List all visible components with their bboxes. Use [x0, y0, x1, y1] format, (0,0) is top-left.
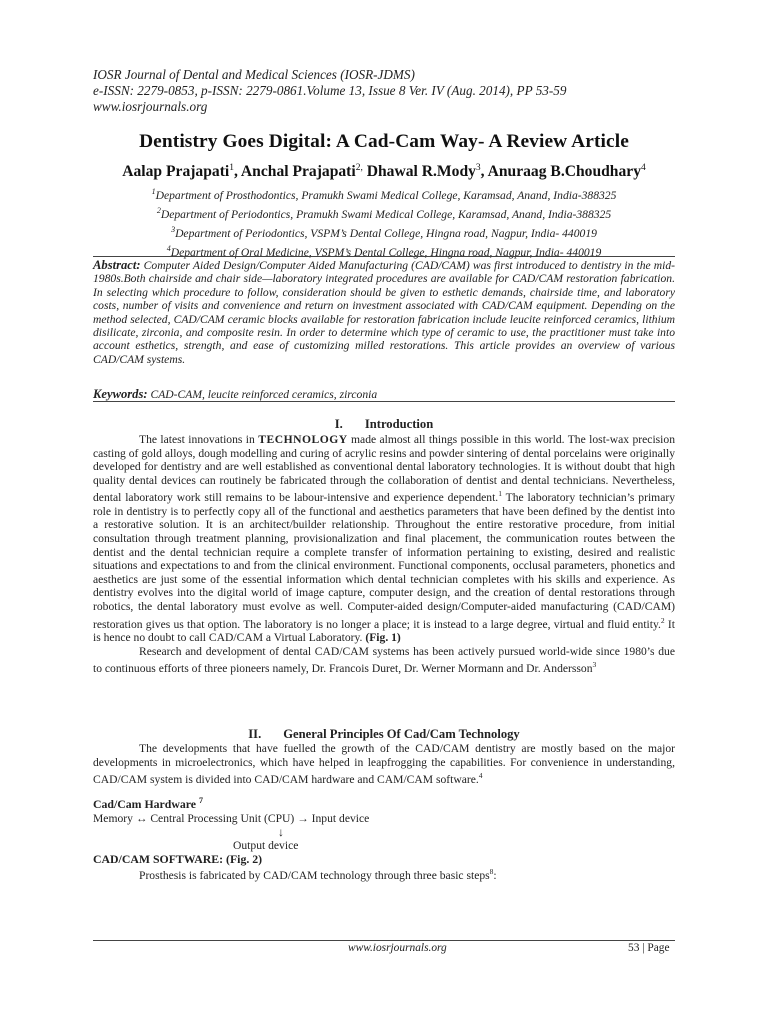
- section-1-title: Introduction: [364, 417, 434, 431]
- section-2-paragraph-1: [93, 742, 675, 787]
- journal-name: IOSR Journal of Dental and Medical Sciences (IOSR-JDMS): [93, 67, 415, 82]
- hardware-heading-text: Cad/Cam Hardware: [93, 796, 199, 811]
- p1-part-b: made almost all things possible in this world. The lost-wax precision casting of gold alloys, dough modelling and curing of acrylic resins and powder sintering of dental porcelains were originally developed for dentistry and are well established as conventional dental laboratory technologies. It is without doubt that high quality dental devices can routinely be fabricated through the collaboration of dentist and dental technicians. Nevertheless, dental laboratory work still remains to be labour-intensive and experience dependent.: [93, 433, 675, 505]
- output-device-label: Output device: [233, 839, 299, 852]
- keywords-text: CAD-CAM, leucite reinforced ceramics, zirconia: [150, 388, 378, 401]
- p2-text: Research and development of dental CAD/CAM systems has been actively pursued world-wide since 1980’s due to continuous efforts of three pioneers namely, Dr. Francois Duret, Dr. Werner Mormann and Dr. Andersson: [93, 644, 675, 676]
- section-2-number: II.: [248, 727, 262, 741]
- section-2-body: [93, 742, 675, 787]
- affiliation-4-text: Department of Oral Medicine, VSPM’s Dental College, Hingna road, Nagpur, India- 440019: [170, 245, 602, 259]
- section-1-paragraph-2: [93, 645, 675, 676]
- p1-technology: TECHNOLOGY: [258, 433, 348, 446]
- author-4-sup: 4: [641, 163, 646, 173]
- keywords-label: Keywords:: [93, 387, 148, 401]
- hardware-heading: [93, 796, 203, 812]
- affiliations: [0, 184, 768, 259]
- affiliation-3: [0, 222, 768, 241]
- abstract: [93, 259, 675, 366]
- p1-part-a: The latest innovations in: [139, 433, 259, 446]
- affiliation-3-sup: 3: [171, 224, 176, 234]
- software-line-end: :: [493, 868, 497, 882]
- journal-header: [93, 67, 693, 115]
- section-2-heading: [0, 727, 768, 742]
- affiliation-1-text: Department of Prosthodontics, Pramukh Swami Medical College, Karamsad, Anand, India-388325: [155, 188, 617, 202]
- down-arrow-icon: ↓: [278, 825, 284, 839]
- article-title: Dentistry Goes Digital: A Cad-Cam Way- A Review Article: [139, 131, 629, 152]
- p1-part-c: The laboratory technician’s primary role in dentistry is to perfectly copy all of the functional and aesthetics parameters that have been defined by the dentist into a restorative solution. It is an architect/builder relationship. Throughout the entire restorative procedure, from initial consultation through treatment planning, provisionalization and final placement, the communication routes between the dentist and the dental technician require a complete transfer of information pertaining to existing, desired and realistic situations and expectations to and from the clinical environment. Functional components, occlusal parameters, phonetics and aesthetics are just some of the essential information which dental technician completes with his skills and experience. As dentistry evolves into the digital world of image capture, computer design, and the creation of dental restorations through robotics, the dental laboratory must evolve as well. Computer-aided design/Computer-aided manufacturing (CAD/CAM) restoration gives us that option. The laboratory is no longer a place; it is instead to a large degree, virtual and fluid entity.: [93, 491, 676, 631]
- hardware-flow-line: Memory ↔ Central Processing Unit (CPU) → Input device: [93, 812, 370, 825]
- author-3: Dhawal R.Mody: [366, 163, 476, 181]
- journal-website[interactable]: www.iosrjournals.org: [93, 99, 208, 114]
- hardware-heading-ref: 7: [198, 796, 203, 805]
- fig-1-ref: (Fig. 1): [365, 631, 401, 645]
- software-line-text: Prosthesis is fabricated by CAD/CAM technology through three basic steps: [139, 868, 490, 882]
- section-1-heading: [0, 417, 768, 432]
- s2-p1-text: The developments that have fuelled the growth of the CAD/CAM dentistry are mostly based on the major developments in microelectronics, which have helped in leapfrogging the capabilities. For convenience in understanding, CAD/CAM system is divided into CAD/CAM hardware and CAM/CAM software.: [93, 742, 675, 787]
- author-2-sup: 2,: [355, 163, 363, 173]
- keywords: [93, 387, 675, 402]
- abstract-label: Abstract:: [93, 258, 141, 272]
- abstract-top-rule: [93, 256, 675, 257]
- p1-ref-1: 1: [498, 489, 502, 499]
- p1-ref-2: 2: [660, 615, 665, 625]
- abstract-bottom-rule: [93, 401, 675, 402]
- affiliation-4-sup: 4: [166, 243, 171, 253]
- section-1-body: [93, 433, 675, 676]
- affiliation-2-text: Department of Periodontics, Pramukh Swami Medical College, Karamsad, Anand, India-388325: [160, 207, 612, 221]
- author-1: Aalap Prajapati: [122, 163, 230, 181]
- issn-line: e-ISSN: 2279-0853, p-ISSN: 2279-0861.Volume 13, Issue 8 Ver. IV (Aug. 2014), PP 53-59: [93, 83, 567, 98]
- software-line: [139, 867, 497, 882]
- affiliation-2-sup: 2: [156, 205, 161, 215]
- affiliation-1-sup: 1: [151, 187, 156, 196]
- footer-url[interactable]: www.iosrjournals.org: [348, 942, 447, 954]
- author-3-sup: 3: [475, 163, 481, 173]
- author-4: Anuraag B.Choudhary: [487, 163, 641, 181]
- footer-page-number: 53 | Page: [628, 942, 670, 954]
- affiliation-1: [0, 184, 768, 203]
- affiliation-3-text: Department of Periodontics, VSPM’s Dental College, Hingna road, Nagpur, India- 440019: [175, 226, 597, 240]
- s2-p1-ref: 4: [478, 771, 483, 781]
- author-1-sup: 1: [229, 163, 234, 173]
- abstract-text: Computer Aided Design/Computer Aided Manufacturing (CAD/CAM) was first introduced to dentistry in the mid-1980s.Both chairside and chair side—laboratory integrated procedures are available for CAD/CAM restoration fabrication. In selecting which procedure to follow, consideration should be given to esthetic demands, chairside time, and laboratory costs, number of visits and convenience and return on investment associated with CAD/CAM equipment. Depending on the method selected, CAD/CAM ceramic blocks available for restoration fabrication include leucite reinforced ceramics, lithium disilicate, zirconia, and composite resin. In order to determine which type of ceramic to use, the practitioner must take into account esthetics, strength, and ease of customizing milled restorations. This article provides an overview of various CAD/CAM systems.: [93, 259, 675, 366]
- author-list: Aalap Prajapati$^1$, Anchal Prajapati$^{2,}$ Dhawal R.Mody$^3$, Anuraag B.Choudhary$^4$: [122, 163, 646, 181]
- software-heading: CAD/CAM SOFTWARE: (Fig. 2): [93, 852, 263, 866]
- p2-ref: 3: [592, 660, 597, 670]
- section-1-paragraph-1: [93, 433, 675, 645]
- author-2: Anchal Prajapati: [240, 163, 356, 181]
- p1-part-d: It is hence no doubt to call CAD/CAM a Virtual Laboratory.: [93, 617, 675, 645]
- footer-rule: [93, 940, 675, 941]
- software-line-ref: 8: [489, 867, 494, 876]
- section-1-number: I.: [334, 417, 343, 431]
- section-2-title: General Principles Of Cad/Cam Technology: [283, 727, 520, 741]
- affiliation-2: [0, 203, 768, 222]
